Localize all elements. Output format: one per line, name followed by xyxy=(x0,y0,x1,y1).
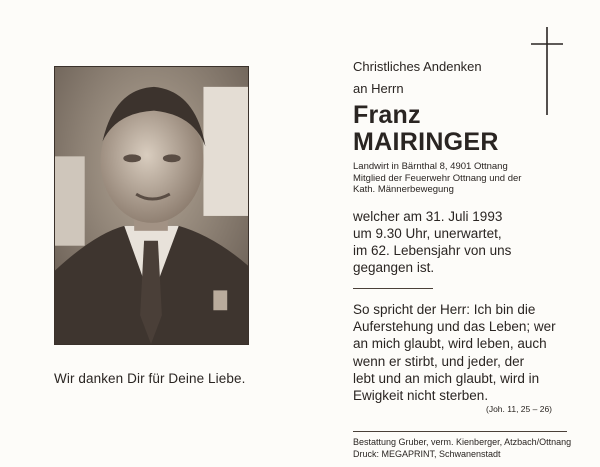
divider xyxy=(353,431,567,432)
divider xyxy=(353,288,433,289)
verse-reference: (Joh. 11, 25 – 26) xyxy=(486,404,552,414)
header-line-1: Christliches Andenken xyxy=(353,59,482,74)
cross-icon xyxy=(529,27,565,115)
verse-line: lebt und an mich glaubt, wird in xyxy=(353,370,540,386)
header-line-2: an Herrn xyxy=(353,81,404,96)
verse-line: an mich glaubt, wird leben, auch xyxy=(353,336,547,352)
info-line: Landwirt in Bärnthal 8, 4901 Ottnang xyxy=(353,161,508,172)
footer-credits xyxy=(353,437,571,460)
verse-line: wenn er stirbt, und jeder, der xyxy=(353,353,525,369)
info-line: Mitglied der Feuerwehr Ottnang und der xyxy=(353,172,522,184)
info-block xyxy=(353,161,521,196)
verse-line: Auferstehung und das Leben; wer xyxy=(353,319,556,335)
death-line: um 9.30 Uhr, unerwartet, xyxy=(353,226,502,241)
death-line: im 62. Lebensjahr von uns xyxy=(353,243,512,258)
last-name: MAIRINGER xyxy=(353,128,499,156)
death-notice xyxy=(353,208,511,276)
death-line: welcher am 31. Juli 1993 xyxy=(353,209,503,224)
first-name: Franz xyxy=(353,101,421,129)
verse-line: So spricht der Herr: Ich bin die xyxy=(353,302,536,317)
thanks-text: Wir danken Dir für Deine Liebe. xyxy=(54,371,246,386)
info-line: Kath. Männerbewegung xyxy=(353,184,454,195)
portrait-photo xyxy=(54,66,249,345)
verse-line: Ewigkeit nicht sterben. xyxy=(353,388,489,404)
death-line: gegangen ist. xyxy=(353,260,435,275)
footer-line: Druck: MEGAPRINT, Schwanenstadt xyxy=(353,448,501,459)
footer-line: Bestattung Gruber, verm. Kienberger, Atzbach/Ottnang xyxy=(353,437,572,447)
portrait-illustration xyxy=(55,67,248,344)
bible-verse xyxy=(353,301,578,404)
